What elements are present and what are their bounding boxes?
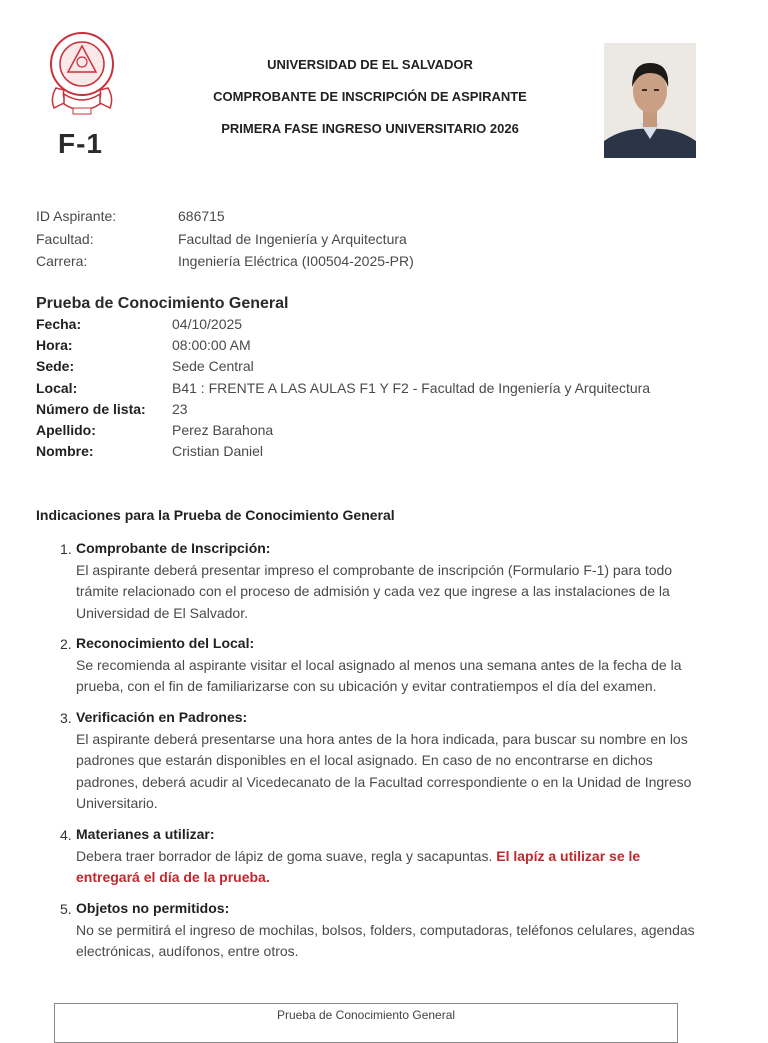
item-title: Materianes a utilizar: <box>76 826 215 842</box>
footer-box-label: Prueba de Conocimiento General <box>276 1008 456 1022</box>
item-number: 3. <box>60 710 72 726</box>
field-label: Número de lista: <box>36 401 146 417</box>
item-number: 4. <box>60 827 72 843</box>
item-number: 1. <box>60 541 72 557</box>
item-text: El aspirante deberá presentar impreso el comprobante de inscripción (Formulario F-1) para todo trámite relacionado con el proceso de admisión y cada vez que ingrese a las instalaciones de la Universidad de El Salvador. <box>76 561 673 621</box>
university-name: UNIVERSIDAD DE EL SALVADOR <box>267 57 473 72</box>
applicant-id-value: 686715 <box>178 208 225 224</box>
field-label: Sede: <box>36 358 75 374</box>
field-label: Apellido: <box>36 422 96 438</box>
document-title: COMPROBANTE DE INSCRIPCIÓN DE ASPIRANTE <box>213 89 527 104</box>
exam-section-title: Prueba de Conocimiento General <box>36 295 289 312</box>
item-title: Reconocimiento del Local: <box>76 635 255 651</box>
item-text: Debera traer borrador de lápiz de goma suave, regla y sacapuntas. <box>76 847 497 864</box>
form-code: F-1 <box>58 128 103 159</box>
faculty-value: Facultad de Ingeniería y Arquitectura <box>178 231 407 247</box>
list-number-value: 23 <box>172 401 188 417</box>
item-title: Objetos no permitidos: <box>76 900 230 916</box>
field-label: Facultad: <box>36 231 94 247</box>
exam-time-value: 08:00:00 AM <box>172 337 251 353</box>
field-label: Carrera: <box>36 253 88 269</box>
university-seal-icon <box>46 28 118 123</box>
field-label: Fecha: <box>36 316 82 332</box>
surname-value: Perez Barahona <box>172 422 274 438</box>
item-text: No se permitirá el ingreso de mochilas, bolsos, folders, computadoras, teléfonos celulares, agendas electrónicas, audífonos, entre otros. <box>76 921 695 959</box>
field-label: Local: <box>36 380 78 396</box>
item-number: 2. <box>60 636 72 652</box>
field-label: ID Aspirante: <box>36 208 117 224</box>
applicant-photo <box>604 43 696 158</box>
item-text: El aspirante deberá presentarse una hora antes de la hora indicada, para buscar su nombre en los padrones que estarán disponibles en el local asignado. En caso de no encontrarse en dichos padrones, deberá acudir al Vicedecanato de la Facultad correspondiente o en la Unidad de Ingreso Universitario. <box>76 730 692 811</box>
field-label: Nombre: <box>36 443 94 459</box>
item-highlight: El lapíz a utilizar se le entregará el día de la prueba. <box>76 847 641 885</box>
item-text: Se recomienda al aspirante visitar el local asignado al menos una semana antes de la fecha de la prueba, con el fin de familiarizarse con su ubicación y evitar contratiempos el día del examen. <box>76 656 682 694</box>
exam-site-value: Sede Central <box>172 358 254 374</box>
item-title: Verificación en Padrones: <box>76 709 248 725</box>
indications-title: Indicaciones para la Prueba de Conocimiento General <box>36 507 395 523</box>
exam-room-value: B41 : FRENTE A LAS AULAS F1 Y F2 - Facultad de Ingeniería y Arquitectura <box>172 380 651 396</box>
exam-date-value: 04/10/2025 <box>172 316 243 332</box>
exam-footer-box <box>54 1003 678 1043</box>
admission-phase: PRIMERA FASE INGRESO UNIVERSITARIO 2026 <box>221 121 519 136</box>
field-label: Hora: <box>36 337 73 353</box>
name-value: Cristian Daniel <box>172 443 264 459</box>
item-title: Comprobante de Inscripción: <box>76 540 271 556</box>
item-number: 5. <box>60 901 72 917</box>
career-value: Ingeniería Eléctrica (I00504-2025-PR) <box>178 253 414 269</box>
